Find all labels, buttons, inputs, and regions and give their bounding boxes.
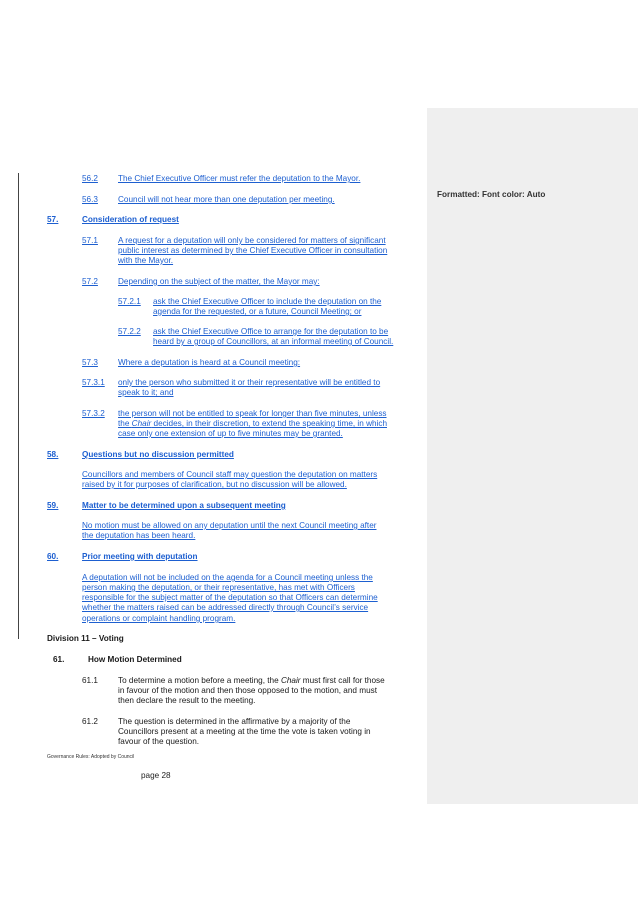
clause-number: 57.3 (82, 358, 98, 367)
clause-text: Council will not hear more than one deputation per meeting. (118, 195, 335, 204)
section-heading: Consideration of request (82, 215, 179, 224)
section-heading: How Motion Determined (88, 655, 182, 664)
section-heading: Questions but no discussion permitted (82, 450, 234, 459)
comment-pane (427, 108, 638, 804)
page-footer: Governance Rules: Adopted by Council (47, 754, 135, 760)
clause-text: in favour of the motion and then those opposed to the motion, and must (118, 686, 377, 695)
subclause-number: 57.3.2 (82, 409, 105, 418)
clause-number: 56.3 (82, 195, 98, 204)
clause-text: public interest as determined by the Chief Executive Officer in consultation (118, 246, 388, 255)
section-number: 61. (53, 655, 65, 664)
subclause-text: ask the Chief Executive Officer to include the deputation on the (153, 297, 382, 306)
text-run: To determine a motion before a meeting, the (118, 676, 281, 685)
clause-text: A request for a deputation will only be considered for matters of significant (118, 236, 386, 245)
page-number: page 28 (141, 771, 171, 780)
division-heading: Division 11 – Voting (47, 634, 124, 643)
subclause-text: speak to it; and (118, 388, 174, 397)
section-number: 57. (47, 215, 59, 224)
section-number: 58. (47, 450, 59, 459)
subclause-text: case only one extension of up to five minutes may be granted. (118, 429, 343, 438)
text-run: the (118, 419, 132, 428)
chair-term: Chair (280, 676, 301, 685)
clause-number: 56.2 (82, 174, 98, 183)
subclause-text: heard by a group of Councillors, at an informal meeting of Council. (153, 337, 394, 346)
paragraph-text: raised by it for purposes of clarification, but no discussion will be allowed. (82, 480, 347, 489)
paragraph-text: responsible for the subject matter of the deputation so that Officers can determine (82, 593, 378, 602)
clause-number: 57.1 (82, 236, 98, 245)
subclause-text (118, 419, 387, 429)
clause-number: 57.2 (82, 277, 98, 286)
clause-text: The Chief Executive Officer must refer the deputation to the Mayor. (118, 174, 361, 183)
section-number: 59. (47, 501, 59, 510)
subclause-number: 57.3.1 (82, 378, 105, 387)
paragraph-text: the deputation has been heard. (82, 531, 196, 540)
paragraph-text: No motion must be allowed on any deputation until the next Council meeting after (82, 521, 377, 530)
clause-text: Councillors present at a meeting at the time the vote is taken voting in (118, 727, 371, 736)
clause-text: favour of the question. (118, 737, 200, 746)
subclause-number: 57.2.1 (118, 297, 141, 306)
subclause-text: ask the Chief Executive Office to arrange for the deputation to be (153, 327, 389, 336)
change-bar (18, 173, 19, 639)
clause-text: The question is determined in the affirmative by a majority of the (118, 717, 351, 726)
clause-text: Where a deputation is heard at a Council meeting: (118, 358, 301, 367)
formatting-comment[interactable]: Formatted: Font color: Auto (437, 190, 546, 199)
section-heading: Prior meeting with deputation (82, 552, 198, 561)
paragraph-text: whether the matters raised can be addressed directly through Council’s service (82, 603, 369, 612)
paragraph-text: Councillors and members of Council staff may question the deputation on matters (82, 470, 378, 479)
section-heading: Matter to be determined upon a subsequent meeting (82, 501, 286, 510)
paragraph-text: A deputation will not be included on the agenda for a Council meeting unless the (82, 573, 373, 582)
clause-text (118, 676, 385, 686)
clause-number: 61.1 (82, 676, 98, 685)
clause-text: then declare the result to the meeting. (118, 696, 256, 705)
subclause-number: 57.2.2 (118, 327, 141, 336)
paragraph-text: operations or complaint handling program. (82, 614, 236, 623)
subclause-text: only the person who submitted it or their representative will be entitled to (118, 378, 381, 387)
text-run: must first call for those (300, 676, 385, 685)
section-number: 60. (47, 552, 59, 561)
subclause-text: agenda for the requested, or a future, Council Meeting; or (153, 307, 362, 316)
clause-text: Depending on the subject of the matter, the Mayor may: (118, 277, 320, 286)
paragraph-text: person making the deputation, or their representative, has met with Officers (82, 583, 355, 592)
chair-term: Chair (131, 419, 152, 428)
text-run: decides, in their discretion, to extend the speaking time, in which (151, 419, 387, 428)
subclause-text: the person will not be entitled to speak for longer than five minutes, unless (118, 409, 387, 418)
clause-text: with the Mayor. (118, 256, 174, 265)
clause-number: 61.2 (82, 717, 98, 726)
